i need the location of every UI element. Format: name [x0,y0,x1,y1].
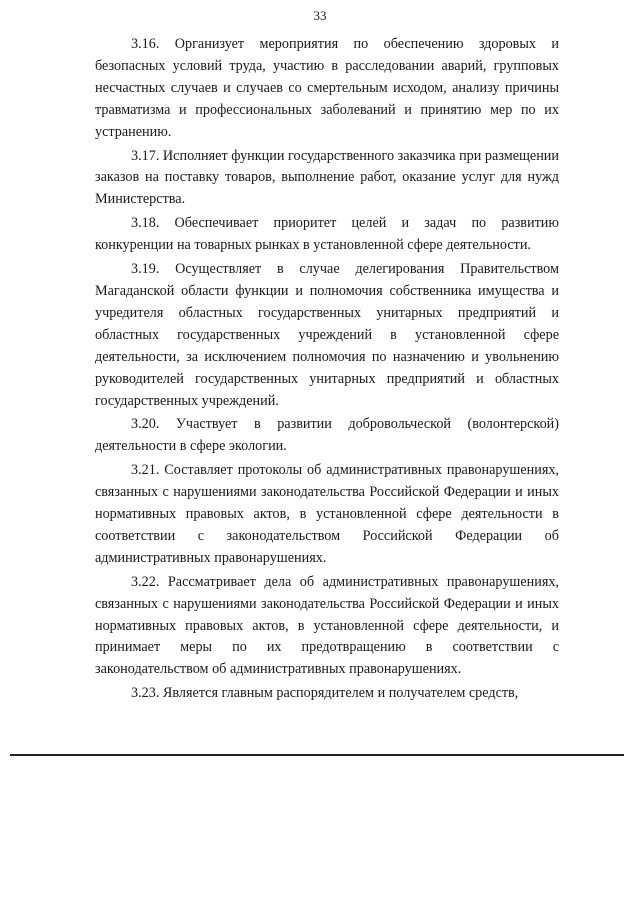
document-body [95,34,559,707]
paragraph-3-21: 3.21. Составляет протоколы об административных правонарушениях, связанных с нарушениями законодательства Российской Федерации и иных нормативных правовых актов, в установленной сфере деятельности в соответствии с законодательством Российской Федерации об административных правонарушениях. [95,462,559,566]
paragraph-3-19: 3.19. Осуществляет в случае делегирования Правительством Магаданской области функции и полномочия собственника имущества и учредителя областных государственных унитарных предприятий и областных государственных учреждений в установленной сфере деятельности, за исключением полномочия по назначению и увольнению руководителей государственных унитарных предприятий и областных государственных учреждений. [95,261,559,409]
paragraph-3-22: 3.22. Рассматривает дела об административных правонарушениях, связанных с нарушениями законодательства Российской Федерации и иных нормативных правовых актов, в установленной сфере деятельности, и принимает меры по их предотвращению в соответствии с законодательством об административных правонарушениях. [95,573,559,678]
page-bottom-divider [10,754,624,756]
paragraph-3-20: 3.20. Участвует в развитии добровольческой (волонтерской) деятельности в сфере экологии. [95,416,559,455]
page-number: 33 [313,8,327,23]
paragraph-3-23: 3.23. Является главным распорядителем и получателем средств, [131,685,519,702]
paragraph-3-16: 3.16. Организует мероприятия по обеспечению здоровых и безопасных условий труда, участию в расследовании аварий, групповых несчастных случаев и случаев со смертельным исходом, анализу причины травматизма и профессиональных заболеваний и принятию мер по их устранению. [95,36,559,140]
paragraph-3-17: 3.17. Исполняет функции государственного заказчика при размещении заказов на поставку товаров, выполнение работ, оказание услуг для нужд Министерства. [95,147,559,208]
paragraph-3-18: 3.18. Обеспечивает приоритет целей и задач по развитию конкуренции на товарных рынках в установленной сфере деятельности. [95,215,559,254]
